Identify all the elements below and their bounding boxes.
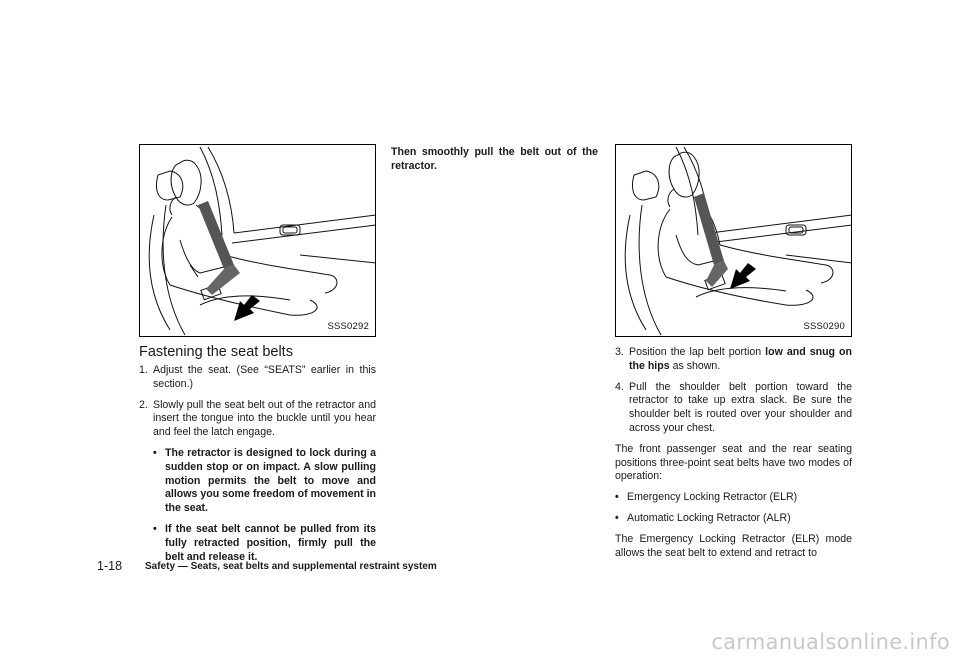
- bullet-text: Automatic Locking Retractor (ALR): [627, 511, 791, 524]
- step-number: 1.: [139, 364, 148, 376]
- left-column-text: [139, 364, 376, 564]
- footer-title: Safety — Seats, seat belts and supplemental restraint system: [145, 561, 437, 572]
- seat-belt-illustration-2: [616, 145, 852, 337]
- step-text: Adjust the seat. (See “SEATS” earlier in this section.): [153, 364, 376, 390]
- bullet-dot: •: [153, 446, 157, 459]
- figure-belt-position: [615, 144, 852, 337]
- step-text-bold: low and snug on the hips: [629, 346, 852, 372]
- bullet-text: The retractor is designed to lock during a sudden stop or on impact. A slow pulling motion permits the belt to move and allows you some freedom of movement in the seat.: [165, 446, 376, 515]
- step-text: Pull the shoulder belt portion toward the retractor to take up extra slack. Be sure the shoulder belt is routed over your shoulder and across your chest.: [629, 380, 852, 434]
- page-number: 1-18: [97, 559, 123, 573]
- mode-bullet-elr: [615, 491, 852, 505]
- bullet-text: If the seat belt cannot be pulled from its fully retracted position, firmly pull the belt and release it.: [165, 522, 376, 563]
- elr-paragraph: The Emergency Locking Retractor (ELR) mode allows the seat belt to extend and retract to: [615, 532, 852, 559]
- step-2: [139, 399, 376, 440]
- figure-code: SSS0290: [803, 321, 845, 332]
- section-heading: Fastening the seat belts: [139, 344, 293, 360]
- seat-belt-illustration-1: [140, 145, 376, 337]
- modes-paragraph: The front passenger seat and the rear seating positions three-point seat belts have two modes of operation:: [615, 442, 852, 483]
- middle-column-text: Then smoothly pull the belt out of the retractor.: [391, 146, 598, 172]
- step-text-before: Position the lap belt portion: [629, 346, 766, 358]
- step-text-after: as shown.: [669, 359, 721, 372]
- step-text: Slowly pull the seat belt out of the retractor and insert the tongue into the buckle until you hear and feel the latch engage.: [153, 398, 376, 439]
- bullet-dot: •: [615, 491, 619, 504]
- step-number: 2.: [139, 398, 148, 411]
- step-4: [615, 381, 852, 436]
- right-column-text: [615, 346, 852, 560]
- bullet-text: Emergency Locking Retractor (ELR): [627, 491, 798, 504]
- step-1: [139, 364, 376, 392]
- warning-bullet-1: [139, 447, 376, 516]
- step-number: 3.: [615, 346, 624, 358]
- warning-bullet-2: [139, 523, 376, 564]
- figure-code: SSS0292: [327, 321, 369, 332]
- bullet-dot: •: [153, 522, 157, 535]
- bullet-dot: •: [615, 511, 619, 524]
- figure-fastening-belt: [139, 144, 376, 337]
- step-number: 4.: [615, 380, 624, 393]
- watermark: carmanualsonline.info: [711, 630, 950, 654]
- mode-bullet-alr: [615, 512, 852, 526]
- step-3: [615, 346, 852, 374]
- step-text: [629, 346, 852, 374]
